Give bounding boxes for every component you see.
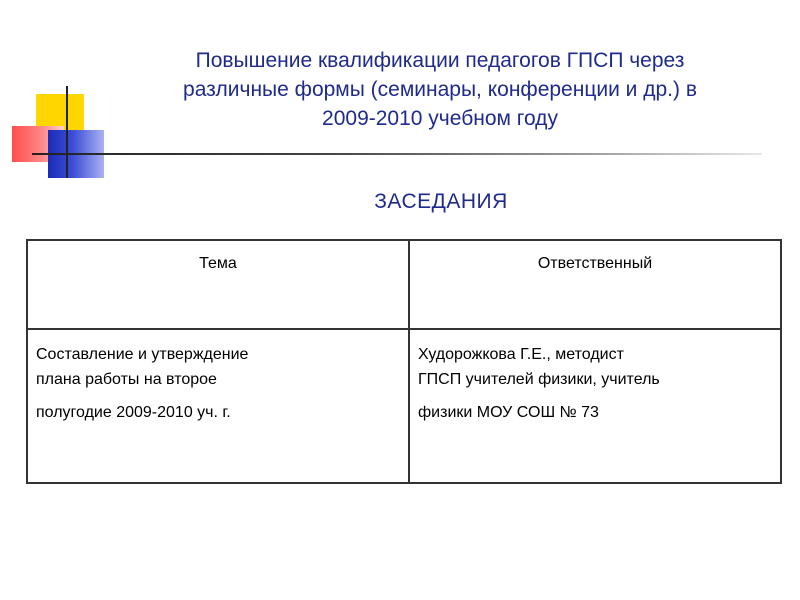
slide-title-line: 2009-2010 учебном году <box>322 107 558 130</box>
header-topic: Тема <box>27 240 409 329</box>
slide-title-line: различные формы (семинары, конференции и др.) в <box>183 78 697 101</box>
table-header-row <box>27 240 781 329</box>
title-underline <box>32 153 762 155</box>
cell-responsible-line: физики МОУ СОШ № 73 <box>418 404 599 421</box>
cell-responsible-line: Худорожкова Г.Е., методист <box>418 346 624 363</box>
section-heading: ЗАСЕДАНИЯ <box>374 190 508 213</box>
logo-vertical-line <box>66 86 68 178</box>
cell-topic-line: полугодие 2009-2010 уч. г. <box>36 404 231 421</box>
cell-topic-line: Составление и утверждение <box>36 346 249 363</box>
cell-responsible-line: ГПСП учителей физики, учитель <box>418 371 660 388</box>
cell-responsible <box>409 329 781 483</box>
table-row <box>27 329 781 483</box>
meetings-table <box>26 239 782 484</box>
header-responsible: Ответственный <box>409 240 781 329</box>
slide-title-line: Повышение квалификации педагогов ГПСП через <box>195 49 685 72</box>
cell-topic-line: плана работы на второе <box>36 371 217 388</box>
slide-title <box>100 46 780 133</box>
cell-topic <box>27 329 409 483</box>
